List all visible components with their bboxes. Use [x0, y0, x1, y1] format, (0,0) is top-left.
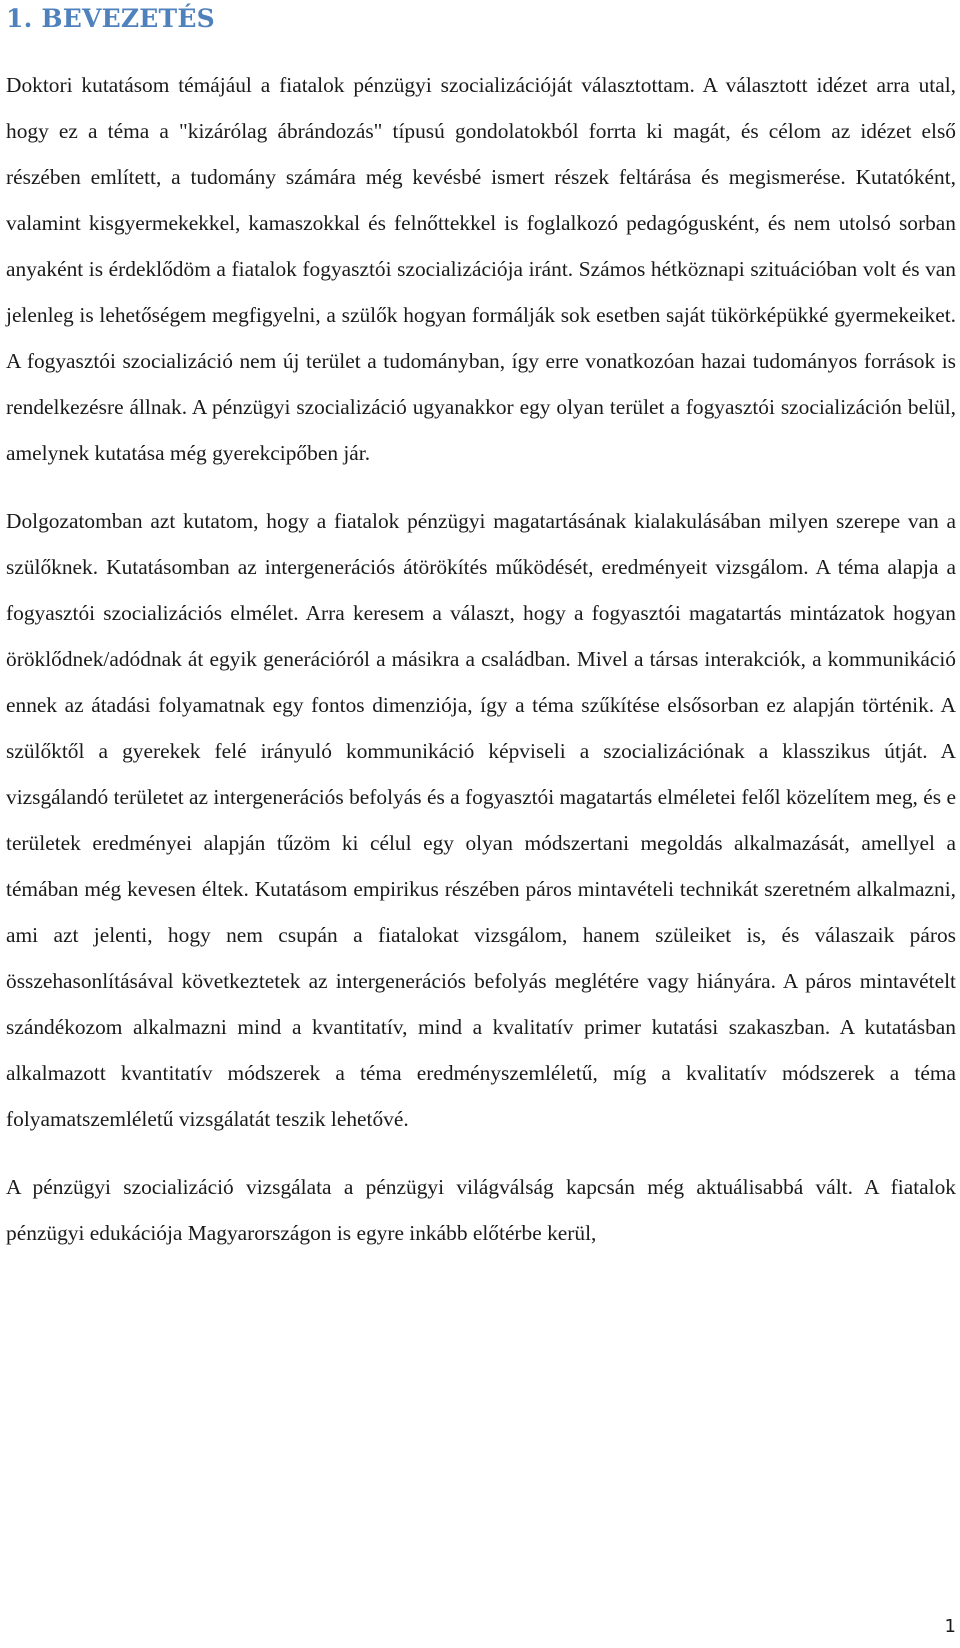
paragraph-2: Dolgozatomban azt kutatom, hogy a fiatalok pénzügyi magatartásának kialakulásában milyen szerepe van a szülőknek. Kutatásomban az intergenerációs átörökítés működését, eredményeit vizsgálom. A téma alapja a fogyasztói szocializációs elmélet. Arra keresem a választ, hogy a fogyasztói magatartás mintázatok hogyan öröklődnek/adódnak át egyik generációról a másikra a családban. Mivel a társas interakciók, a kommunikáció ennek az átadási folyamatnak egy fontos dimenziója, így a téma szűkítése elsősorban ez alapján történik. A szülőktől a gyerekek felé irányuló kommunikáció képviseli a szocializációnak a klasszikus útját. A vizsgálandó területet az intergenerációs befolyás és a fogyasztói magatartás elméletei felől közelítem meg, és e területek eredményei alapján tűzöm ki célul egy olyan módszertani megoldás alkalmazását, amellyel a témában még kevesen éltek. Kutatásom empirikus részében páros mintavételi technikát szeretném alkalmazni, ami azt jelenti, hogy nem csupán a fiatalokat vizsgálom, hanem szüleiket is, és válaszaik páros összehasonlításával következtetek az intergenerációs befolyás meglétére vagy hiányára. A páros mintavételt szándékozom alkalmazni mind a kvantitatív, mind a kvalitatív primer kutatási szakaszban. A kutatásban alkalmazott kvantitatív módszerek a téma eredményszemléletű, míg a kvalitatív módszerek a téma folyamatszemléletű vizsgálatát teszik lehetővé.: [6, 509, 956, 1131]
paragraph-3: A pénzügyi szocializáció vizsgálata a pénzügyi világválság kapcsán még aktuálisabbá vált. A fiatalok pénzügyi edukációja Magyarországon is egyre inkább előtérbe kerül,: [6, 1175, 956, 1245]
body-text: [6, 62, 956, 1278]
paragraph-1: Doktori kutatásom témájául a fiatalok pénzügyi szocializációját választottam. A választott idézet arra utal, hogy ez a téma a "kizárólag ábrándozás" típusú gondolatokból forrta ki magát, és célom az idézet első részében említett, a tudomány számára még kevésbé ismert részek feltárása és megismerése. Kutatóként, valamint kisgyermekekkel, kamaszokkal és felnőttekkel is foglalkozó pedagógusként, és nem utolsó sorban anyaként is érdeklődöm a fiatalok fogyasztói szocializációja iránt. Számos hétköznapi szituációban volt és van jelenleg is lehetőségem megfigyelni, a szülők hogyan formálják sok esetben saját tükörképükké gyermekeiket. A fogyasztói szocializáció nem új terület a tudományban, így erre vonatkozóan hazai tudományos források is rendelkezésre állnak. A pénzügyi szocializáció ugyanakkor egy olyan terület a fogyasztói szocializáción belül, amelynek kutatása még gyerekcipőben jár.: [6, 73, 956, 465]
page-number: 1: [944, 1616, 956, 1637]
section-heading: 1. BEVEZETÉS: [6, 4, 215, 33]
